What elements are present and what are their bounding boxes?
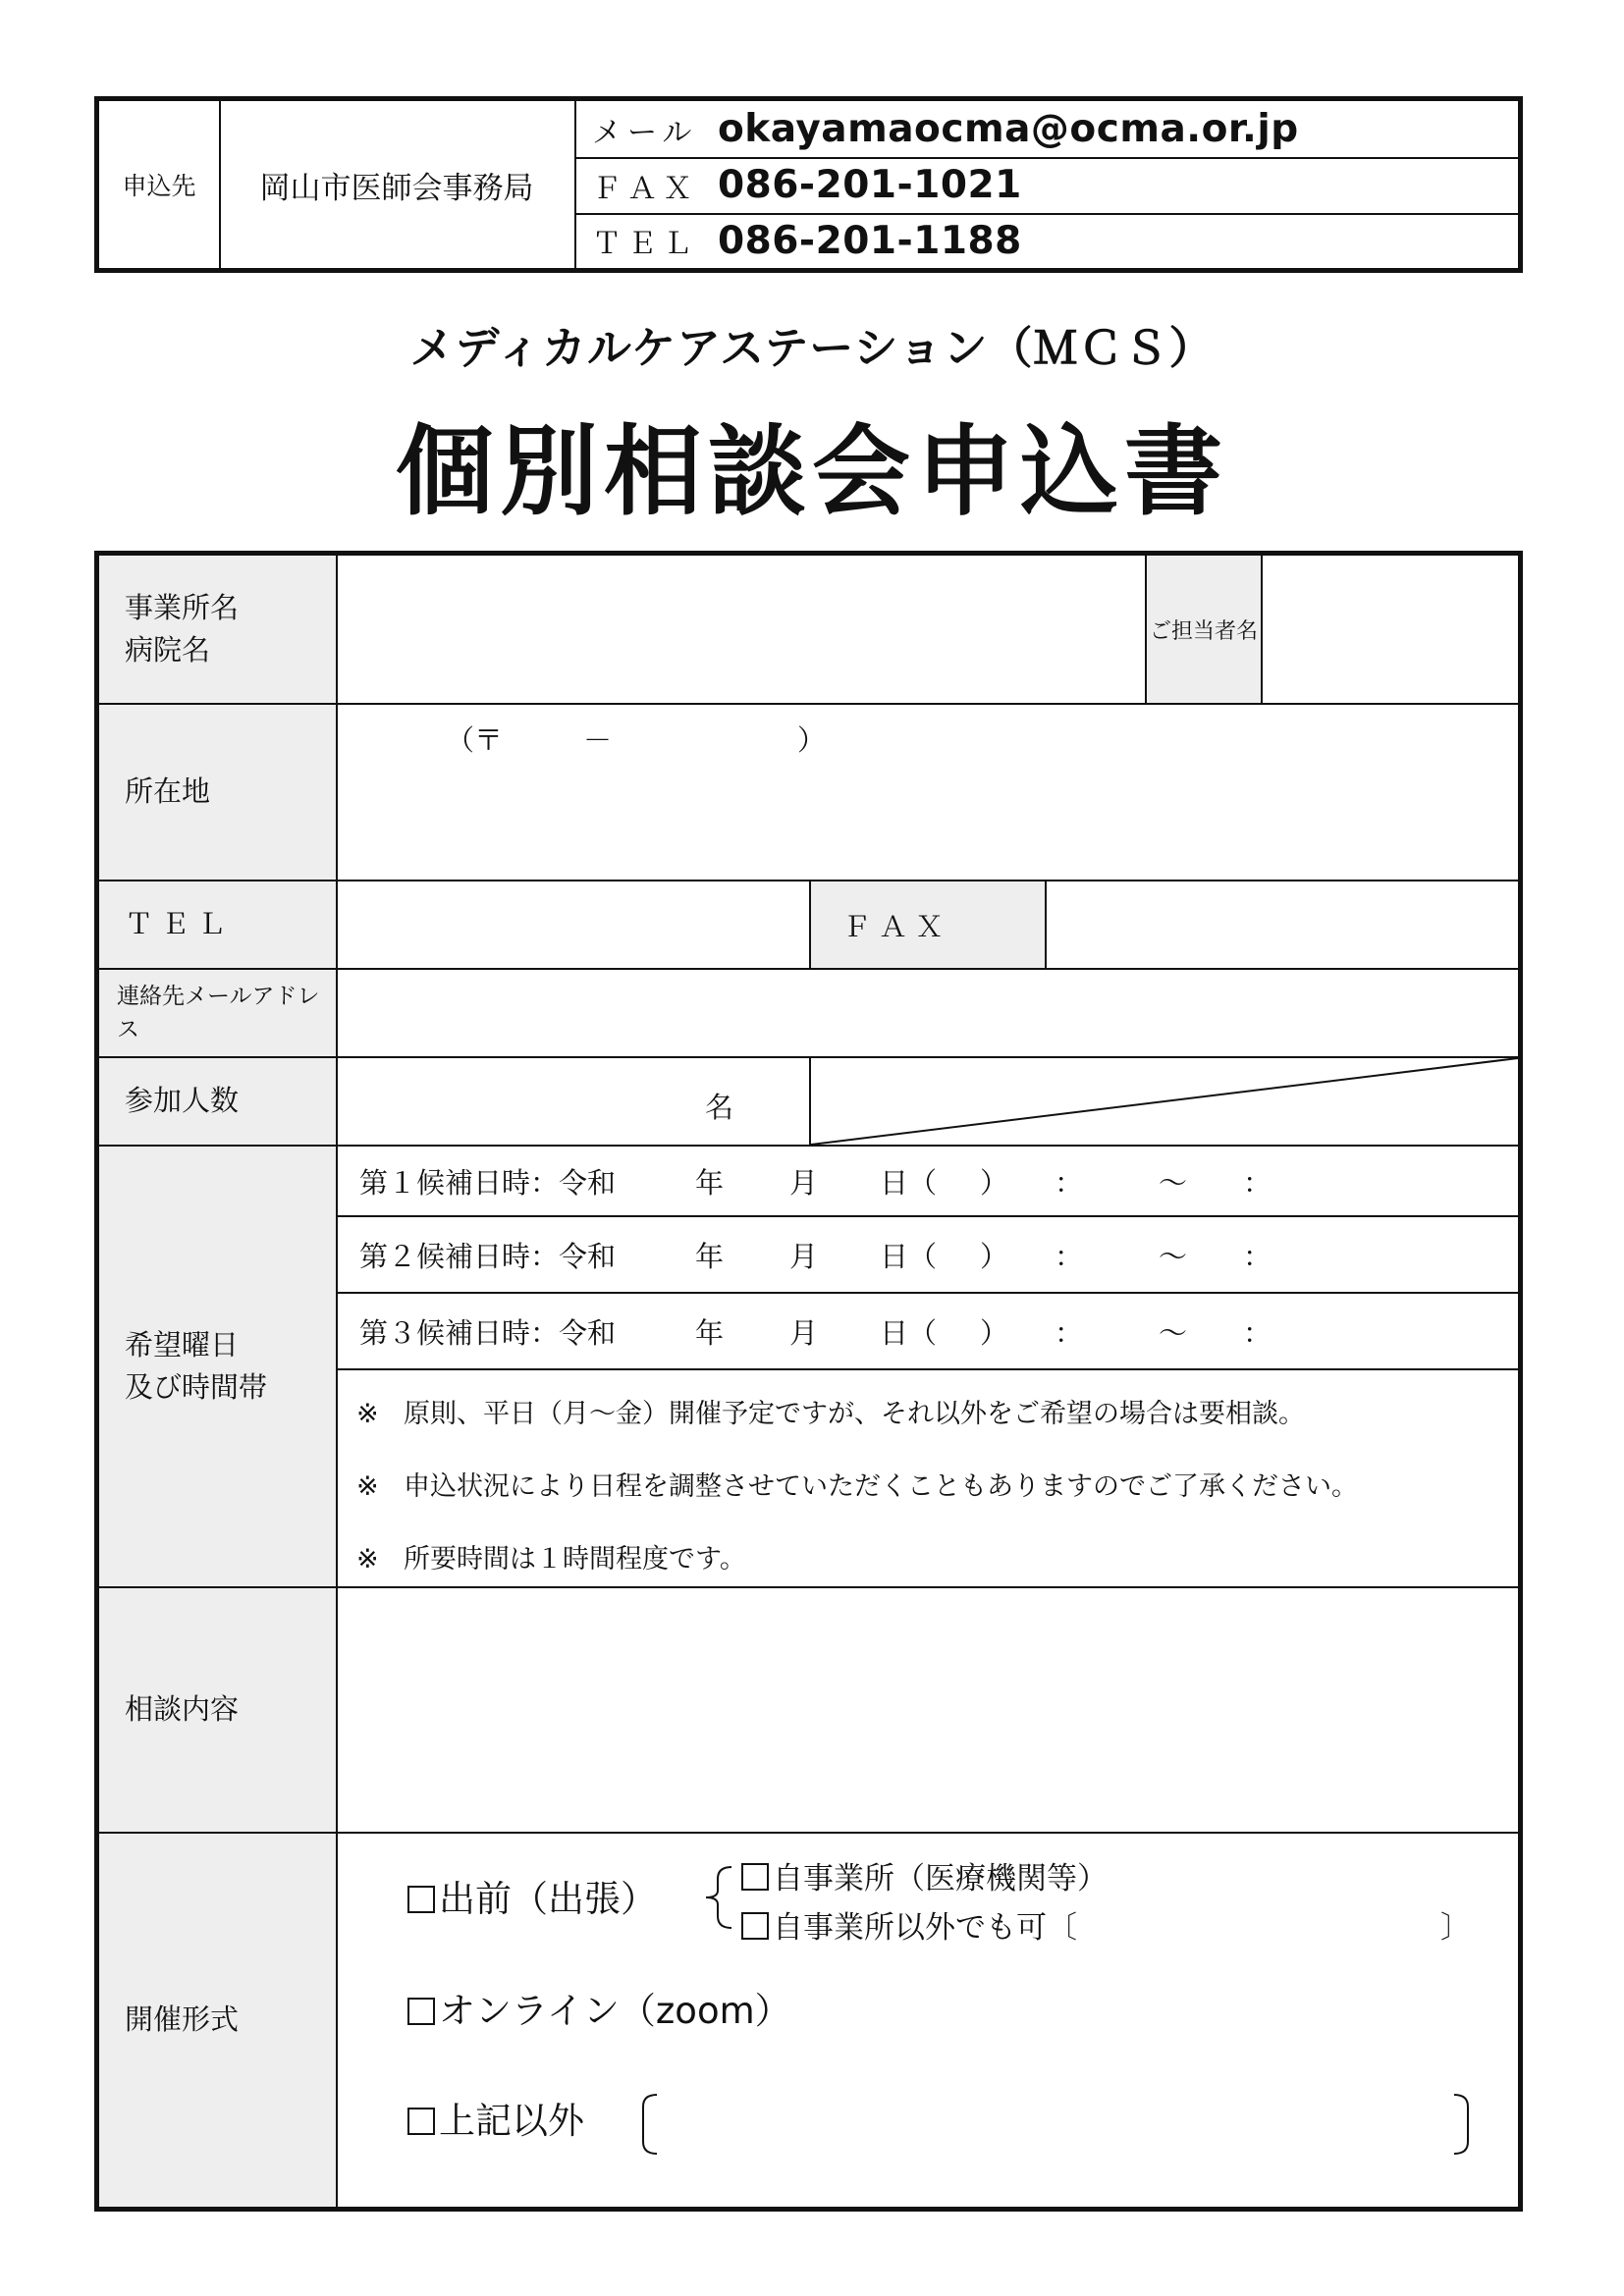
participants-unit: 名 (705, 1091, 734, 1124)
participants-label: 参加人数 (99, 1058, 338, 1145)
application-form (94, 551, 1523, 2212)
fax-input[interactable] (1049, 881, 1518, 968)
diagonal-strike (811, 1058, 1518, 1145)
consult-textarea[interactable] (338, 1588, 1518, 1832)
schedule-tilde: ～ (1159, 1315, 1188, 1350)
schedule-day: 日（ (880, 1165, 938, 1200)
contact-key: ＴＥＬ (592, 227, 698, 261)
contact-row-mail (574, 101, 1518, 159)
schedule-label: 希望曜日 及び時間帯 (99, 1147, 338, 1586)
page-title: 個別相談会申込書 (396, 414, 1228, 529)
person-input[interactable] (1265, 556, 1518, 703)
contact-tel-value: 086-201-1188 (718, 218, 1022, 263)
schedule-dow-close: ） (980, 1315, 1009, 1350)
postal-open: （〒 (446, 723, 504, 757)
other-format-input[interactable] (665, 2093, 1450, 2156)
contact-organization: 岡山市医師会事務局 (219, 101, 576, 268)
schedule-year: 年 (695, 1315, 725, 1350)
email-input[interactable] (338, 970, 1518, 1056)
option-other-office[interactable] (741, 1902, 1077, 1947)
schedule-colon: ： (1055, 1239, 1084, 1273)
note-mark: ※ (356, 1544, 379, 1575)
contact-table (94, 96, 1523, 273)
address-input[interactable] (338, 705, 1518, 880)
option-label: オンライン（zoom） (439, 1990, 791, 2032)
contact-key: ＦＡＸ (592, 171, 698, 206)
consult-label: 相談内容 (99, 1588, 338, 1832)
note-text: 申込状況により日程を調整させていただくこともありますのでご了承ください。 (404, 1471, 1358, 1502)
contact-row-tel (574, 213, 1518, 268)
tel-label: ＴＥＬ (99, 881, 338, 968)
tel-input[interactable] (338, 881, 809, 968)
schedule-dow-close: ） (980, 1165, 1009, 1200)
checkbox-icon[interactable] (741, 1863, 769, 1891)
participants-input[interactable] (338, 1058, 809, 1145)
note-mark: ※ (356, 1399, 379, 1429)
option-label: 自事業所以外でも可〔 (773, 1910, 1077, 1946)
schedule-colon: ： (1055, 1165, 1084, 1200)
checkbox-icon[interactable] (407, 1886, 435, 1913)
checkbox-icon[interactable] (741, 1912, 769, 1940)
checkbox-icon[interactable] (407, 2108, 435, 2135)
fax-label: ＦＡＸ (811, 881, 1047, 968)
schedule-year: 年 (695, 1239, 725, 1273)
schedule-colon: ： (1055, 1315, 1084, 1350)
option-dispatch[interactable] (407, 1869, 657, 1922)
schedule-row-label: 第１候補日時：令和 (359, 1165, 617, 1200)
facility-input[interactable] (338, 556, 1145, 703)
facility-label: 事業所名 病院名 (99, 556, 338, 703)
schedule-colon: ： (1243, 1165, 1272, 1200)
note-item (356, 1392, 1305, 1430)
contact-key: メール (592, 115, 698, 150)
note-item (356, 1537, 746, 1575)
checkbox-icon[interactable] (407, 1998, 435, 2025)
person-label: ご担当者名 (1147, 556, 1263, 703)
option-label: 上記以外 (439, 2100, 584, 2142)
note-text: 原則、平日（月～金）開催予定ですが、それ以外をご希望の場合は要相談。 (404, 1399, 1305, 1429)
option-label: 出前（出張） (439, 1878, 657, 1920)
bracket-close-icon (1450, 2093, 1474, 2156)
contact-row-fax (574, 157, 1518, 215)
contact-fax-value: 086-201-1021 (718, 163, 1022, 207)
schedule-day: 日（ (880, 1239, 938, 1273)
schedule-tilde: ～ (1159, 1165, 1188, 1200)
subtitle: メディカルケアステーション（ＭＣＳ） (409, 322, 1215, 374)
format-label: 開催形式 (99, 1834, 338, 2207)
contact-email-value[interactable]: okayamaocma@ocma.or.jp (718, 107, 1299, 151)
option-other-office-close: 〕 (1440, 1910, 1471, 1946)
option-own-office[interactable] (741, 1853, 1108, 1897)
schedule-colon: ： (1243, 1239, 1272, 1273)
address-label: 所在地 (99, 705, 338, 880)
schedule-month: 月 (789, 1239, 819, 1273)
contact-label: 申込先 (99, 101, 221, 268)
schedule-colon: ： (1243, 1315, 1272, 1350)
schedule-row-3[interactable] (338, 1294, 1518, 1368)
postal-dash: － (583, 723, 613, 757)
note-text: 所要時間は１時間程度です。 (404, 1544, 746, 1575)
schedule-row-2[interactable] (338, 1217, 1518, 1292)
option-online[interactable] (407, 1981, 791, 2034)
brace-icon (688, 1863, 737, 1932)
schedule-day: 日（ (880, 1315, 938, 1350)
postal-close: ） (797, 723, 827, 757)
schedule-month: 月 (789, 1315, 819, 1350)
schedule-year: 年 (695, 1165, 725, 1200)
schedule-tilde: ～ (1159, 1239, 1188, 1273)
note-mark: ※ (356, 1471, 379, 1502)
schedule-dow-close: ） (980, 1239, 1009, 1273)
option-label: 自事業所（医療機関等） (773, 1861, 1108, 1896)
schedule-row-label: 第２候補日時：令和 (359, 1239, 617, 1273)
option-other[interactable] (407, 2091, 584, 2144)
schedule-row-label: 第３候補日時：令和 (359, 1315, 617, 1350)
divider (338, 1368, 1518, 1370)
schedule-month: 月 (789, 1165, 819, 1200)
note-item (356, 1465, 1358, 1503)
email-label: 連絡先メールアドレス (99, 970, 338, 1056)
bracket-open-icon (637, 2093, 661, 2156)
schedule-row-1[interactable] (338, 1147, 1518, 1215)
